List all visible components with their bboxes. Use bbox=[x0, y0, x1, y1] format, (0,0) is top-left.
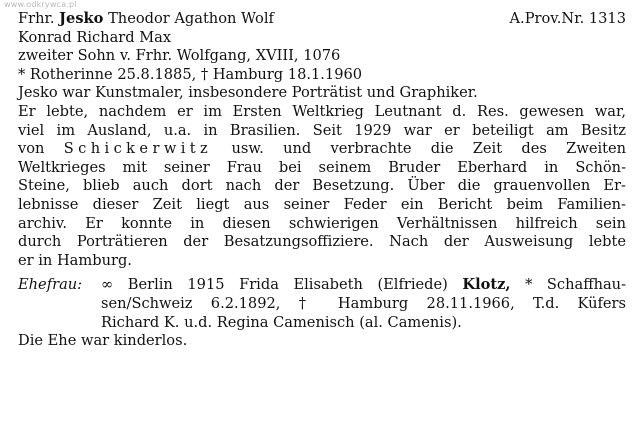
bio-line: Er lebte, nachdem er im Ersten Weltkrieg Leutnant d. Res. gewesen war, bbox=[18, 102, 626, 120]
spouse-surname: Klotz, bbox=[462, 276, 511, 294]
bio-text: von bbox=[18, 140, 45, 158]
spouse-marriage: ∞ Berlin 1915 Frida Elisabeth (Elfriede) bbox=[101, 276, 448, 294]
bio-line: viel im Ausland, u.a. in Brasilien. Seit 1929 war er beteiligt am Besitz bbox=[18, 121, 626, 139]
watermark: www.odkrywca.pl bbox=[4, 0, 77, 9]
spouse-line: Richard K. u.d. Regina Camenisch (al. Camenis). bbox=[101, 313, 462, 331]
entry-header bbox=[18, 10, 626, 29]
bio-line: Weltkrieges mit seiner Frau bei seinem Bruder Eberhard in Schön- bbox=[18, 158, 626, 176]
bio-line: archiv. Er konnte in diesen schwierigen Verhältnissen hilfreich sein bbox=[18, 214, 626, 232]
bio-line: Jesko war Kunstmaler, insbesondere Porträtist und Graphiker. bbox=[18, 84, 478, 102]
bio-line: lebnisse dieser Zeit liegt aus seiner Feder ein Bericht beim Familien- bbox=[18, 195, 626, 213]
spouse-text bbox=[101, 276, 626, 295]
closing-line: Die Ehe war kinderlos. bbox=[18, 332, 188, 350]
spouse-label: Ehefrau: bbox=[18, 276, 83, 294]
title-surname: Jesko bbox=[59, 10, 104, 27]
bio-line: durch Porträtieren der Besatzungsoffiziere. Nach der Ausweisung lebte bbox=[18, 233, 626, 251]
reference-number: A.Prov.Nr. 1313 bbox=[509, 10, 626, 27]
genealogy-entry bbox=[18, 10, 626, 351]
parent-line: zweiter Sohn v. Frhr. Wolfgang, XVIII, 1076 bbox=[18, 47, 341, 65]
additional-names: Konrad Richard Max bbox=[18, 28, 172, 46]
bio-line: er in Hamburg. bbox=[18, 251, 132, 269]
birth-death-line: * Rotherinne 25.8.1885, † Hamburg 18.1.1960 bbox=[18, 65, 363, 83]
spouse-line bbox=[18, 295, 626, 314]
spouse-birthplace: * Schaffhau- bbox=[525, 276, 626, 294]
place-name: Schickerwitz bbox=[63, 140, 213, 158]
title-rest: Theodor Agathon Wolf bbox=[108, 10, 274, 27]
bio-line: Steine, blieb auch dort nach der Besetzung. Über die grauenvollen Er- bbox=[18, 177, 626, 195]
bio-line bbox=[18, 140, 626, 159]
spouse-line bbox=[18, 276, 626, 295]
bio-text: usw. und verbrachte die Zeit des Zweiten bbox=[231, 140, 627, 158]
title-prefix: Frhr. bbox=[18, 10, 55, 27]
spouse-details: sen/Schweiz 6.2.1892, † Hamburg 28.11.1966, T.d. Küfers bbox=[101, 294, 626, 312]
